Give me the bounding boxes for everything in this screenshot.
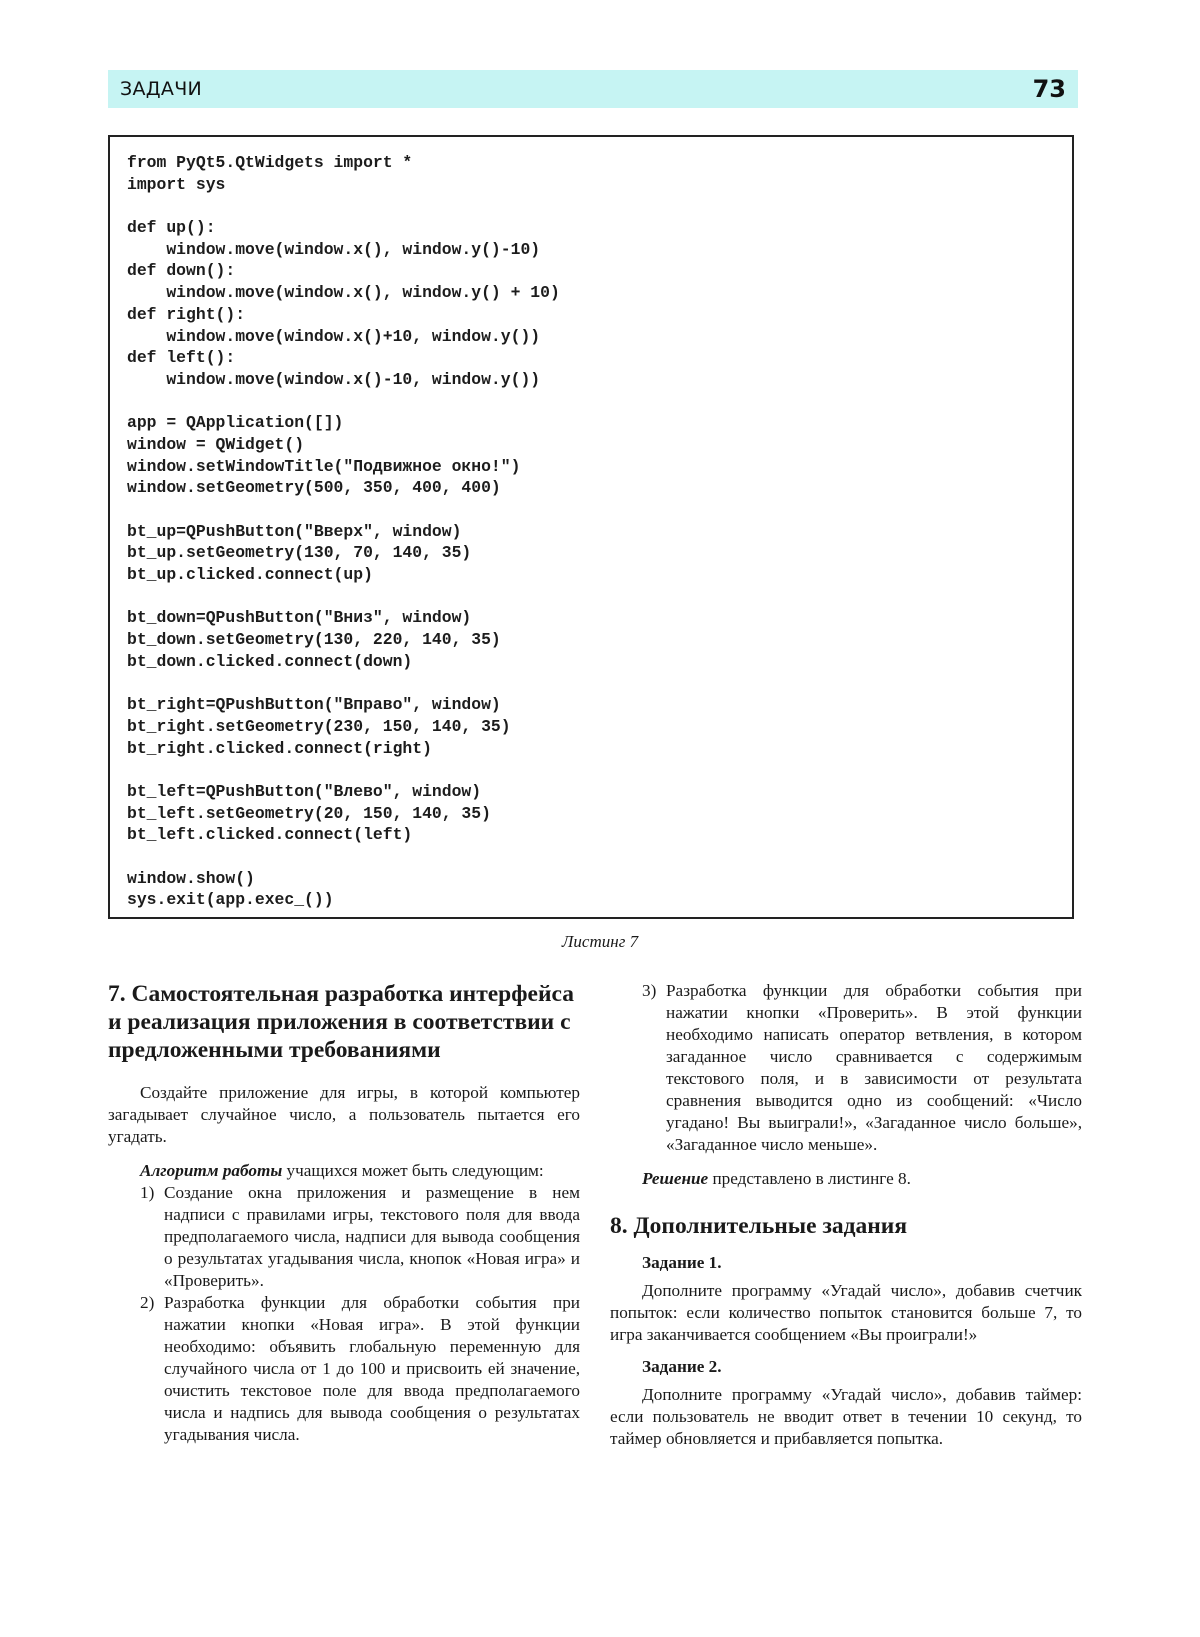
code-listing — [108, 135, 1074, 919]
list-item-text: Разработка функции для обработки события при нажатии кнопки «Новая игра». В этой функции необходимо: объявить глобальную переменную для случайного числа от 1 до 100 и присвоить ей значение, очистить текстовое поле для ввода предполагаемого числа и надпись для вывода сообщения о результатах угадывания числа. — [164, 1293, 580, 1444]
code-line: window.show() — [127, 868, 255, 888]
code-line — [127, 391, 1072, 413]
list-item — [108, 1182, 580, 1292]
code-line — [127, 846, 1072, 868]
code-line: window = QWidget() — [127, 434, 305, 454]
code-line: app = QApplication([]) — [127, 413, 344, 433]
code-line — [127, 499, 1072, 521]
right-column — [610, 980, 1082, 1450]
list-item-number: 3) — [642, 981, 657, 1000]
code-line: bt_right.setGeometry(230, 150, 140, 35) — [127, 716, 511, 736]
list-item-text: Разработка функции для обработки события при нажатии кнопки «Проверить». В этой функции необходимо написать оператор ветвления, в котором загаданное число сравнивается с содержимым текстового поля, и в зависимости от результата сравнения выводится одно из сообщений: «Число угадано! Вы выиграли!», «Загаданное число больше», «Загаданное число меньше». — [666, 981, 1082, 1154]
code-line: def up(): — [127, 218, 216, 238]
code-line: window.move(window.x(), window.y()-10) — [127, 239, 541, 259]
code-line — [127, 195, 1072, 217]
task-2-text: Дополните программу «Угадай число», добавив таймер: если пользователь не вводит ответ в течении 10 секунд, то таймер обновляется и прибавляется попытка. — [610, 1385, 1082, 1448]
list-item-number: 2) — [140, 1293, 155, 1312]
solution-lead: Решение — [642, 1169, 709, 1188]
code-line: window.setWindowTitle("Подвижное окно!") — [127, 456, 521, 476]
section-8-heading: 8. Дополнительные задания — [610, 1213, 908, 1239]
code-line: bt_left.setGeometry(20, 150, 140, 35) — [127, 803, 491, 823]
code-line: bt_up.setGeometry(130, 70, 140, 35) — [127, 543, 472, 563]
code-line — [127, 673, 1072, 695]
section-7-heading: 7. Самостоятельная разработка интерфейса и реализация приложения в соответствии с предложенными требованиями — [108, 981, 574, 1063]
code-line: from PyQt5.QtWidgets import * — [127, 153, 413, 172]
code-line: import sys — [127, 174, 226, 194]
requirements-list — [108, 1182, 580, 1446]
code-line: bt_left.clicked.connect(left) — [127, 825, 413, 845]
code-line — [127, 759, 1072, 781]
left-column — [108, 980, 580, 1446]
solution-rest: представлено в листинге 8. — [708, 1169, 911, 1188]
algorithm-lead: Алгоритм работы — [140, 1161, 283, 1180]
running-header — [108, 70, 1078, 108]
code-line: window.move(window.x()+10, window.y()) — [127, 326, 541, 346]
code-line: sys.exit(app.exec_()) — [127, 890, 334, 910]
listing-caption: Листинг 7 — [561, 932, 639, 951]
code-line: bt_right=QPushButton("Вправо", window) — [127, 695, 501, 715]
task-1-title: Задание 1. — [642, 1253, 722, 1272]
list-item — [610, 980, 1082, 1156]
header-title: ЗАДАЧИ — [120, 78, 203, 100]
task-2-title: Задание 2. — [642, 1357, 722, 1376]
code-line: window.move(window.x()-10, window.y()) — [127, 369, 541, 389]
page-number: 73 — [1032, 75, 1066, 103]
list-item-number: 1) — [140, 1183, 155, 1202]
code-line: bt_down.setGeometry(130, 220, 140, 35) — [127, 630, 501, 650]
requirements-list-continued — [610, 980, 1082, 1156]
code-line: bt_up.clicked.connect(up) — [127, 565, 373, 585]
code-line — [127, 586, 1072, 608]
algorithm-rest: учащихся может быть следующим: — [282, 1161, 544, 1180]
code-line: def down(): — [127, 261, 236, 281]
code-line: bt_up=QPushButton("Вверх", window) — [127, 521, 462, 541]
code-line: bt_left=QPushButton("Влево", window) — [127, 781, 482, 801]
list-item — [108, 1292, 580, 1446]
task-1-text: Дополните программу «Угадай число», добавив счетчик попыток: если количество попыток становится больше 7, то игра заканчивается сообщением «Вы проиграли!» — [610, 1281, 1082, 1344]
code-line: window.move(window.x(), window.y() + 10) — [127, 283, 560, 303]
code-line: def right(): — [127, 304, 246, 324]
algorithm-paragraph — [108, 1160, 580, 1182]
code-line: bt_down=QPushButton("Вниз", window) — [127, 608, 472, 628]
code-line: bt_right.clicked.connect(right) — [127, 738, 432, 758]
code-line: def left(): — [127, 348, 236, 368]
solution-paragraph — [610, 1168, 1082, 1190]
code-line: bt_down.clicked.connect(down) — [127, 651, 413, 671]
list-item-text: Создание окна приложения и размещение в нем надписи с правилами игры, текстового поля для ввода предполагаемого числа, надписи для вывода сообщения о результатах угадывания числа, кнопок «Новая игра» и «Проверить». — [164, 1183, 580, 1290]
code-line: window.setGeometry(500, 350, 400, 400) — [127, 478, 501, 498]
section-7-intro: Создайте приложение для игры, в которой компьютер загадывает случайное число, а пользователь пытается его угадать. — [108, 1083, 580, 1146]
